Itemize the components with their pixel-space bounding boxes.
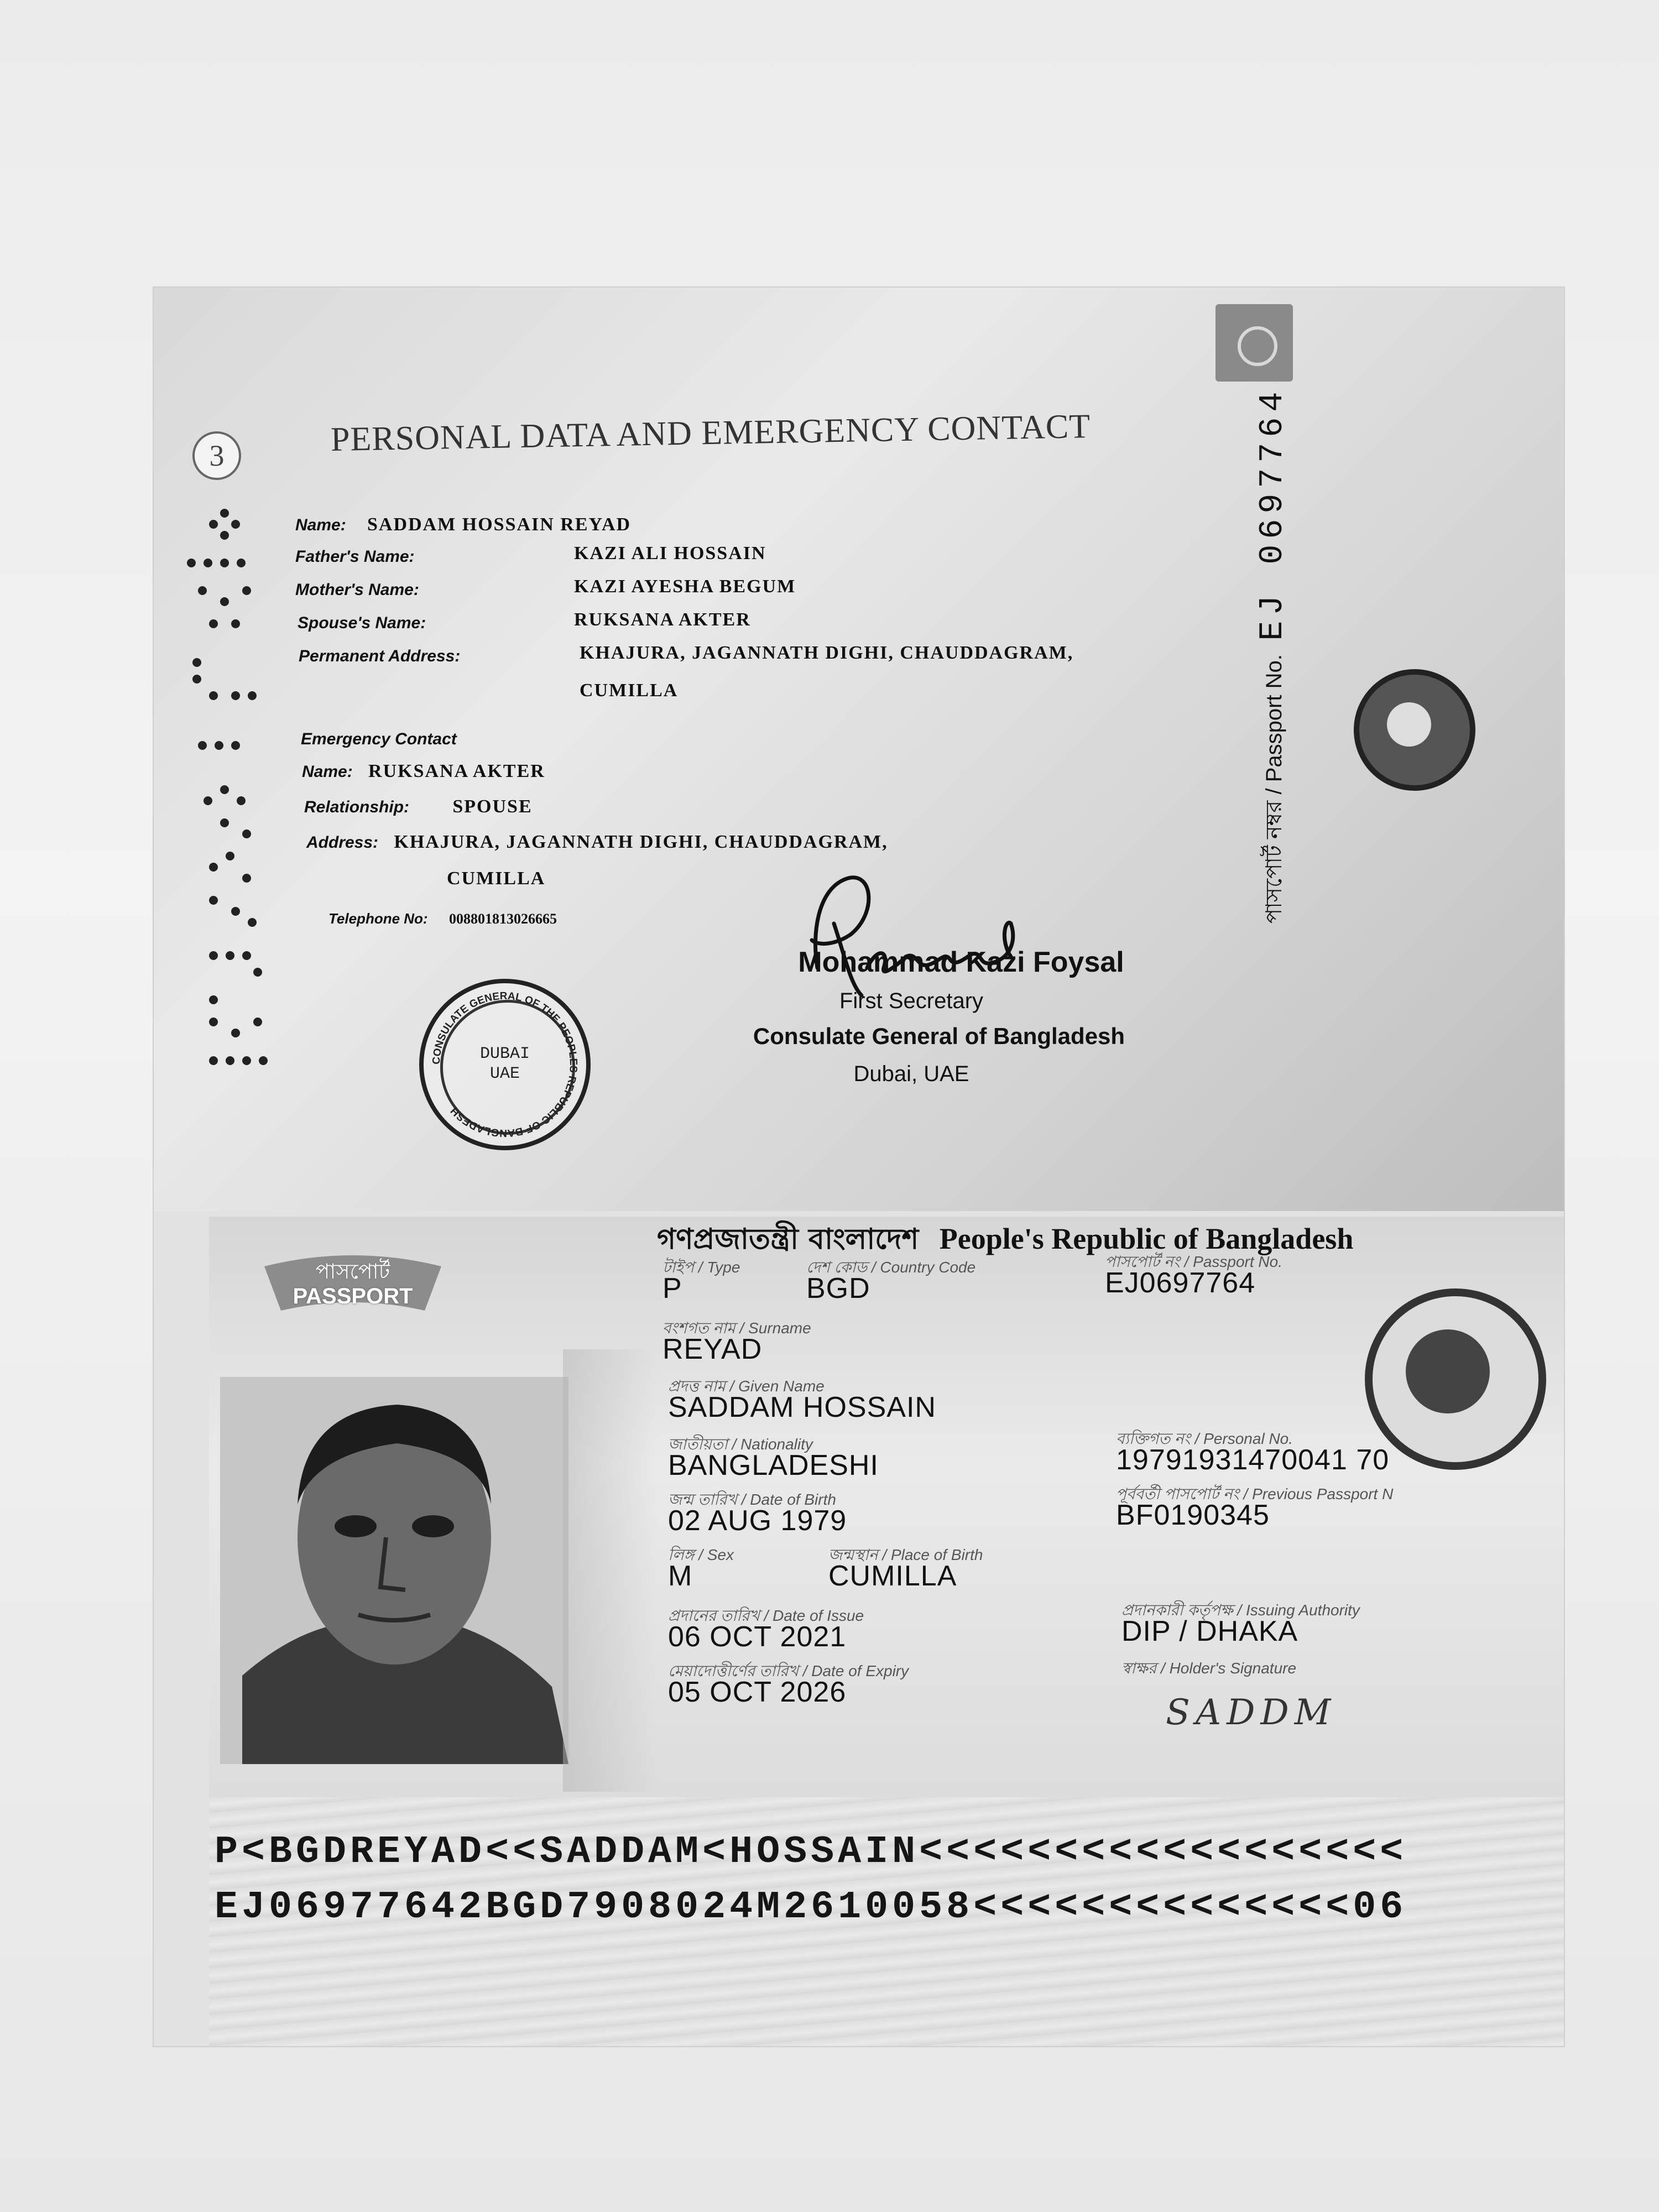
- stamp-center: [424, 1044, 586, 1084]
- svg-text:CONSULATE GENERAL OF THE PEOPL: CONSULATE GENERAL OF THE PEOPLES REPUBLIC OF BANGLADESH: [430, 990, 580, 1139]
- type-value: P: [662, 1272, 682, 1305]
- given-name-label: প্রদত্ত নাম / Given Name: [668, 1378, 825, 1395]
- type-label: টাইপ / Type: [662, 1259, 740, 1276]
- sex-value: M: [668, 1560, 693, 1592]
- officer-title: First Secretary: [839, 989, 984, 1013]
- expiry-date-label: মেয়াদোত্তীর্ণের তারিখ / Date of Expiry: [668, 1662, 909, 1679]
- consulate-stamp: [419, 979, 591, 1150]
- field-label: Relationship:: [304, 798, 410, 816]
- field-label: Address:: [306, 833, 379, 852]
- field-value: KAZI AYESHA BEGUM: [574, 576, 796, 597]
- place-of-birth-label: জন্মস্থান / Place of Birth: [828, 1546, 983, 1563]
- field-value: SADDAM HOSSAIN REYAD: [367, 514, 632, 535]
- issuing-authority-label: প্রদানকারী কর্তৃপক্ষ / Issuing Authority: [1121, 1601, 1360, 1619]
- issue-date-label: প্রদানের তারিখ / Date of Issue: [668, 1607, 864, 1624]
- field-value: KAZI ALI HOSSAIN: [574, 543, 766, 564]
- banner-bn: পাসপোর্ট: [315, 1259, 390, 1284]
- vertical-number: EJ 0697764: [1254, 386, 1292, 641]
- field-value: 008801813026665: [448, 911, 557, 927]
- emergency-name: [302, 761, 545, 782]
- field-name: [295, 514, 631, 535]
- emergency-contact-page: [154, 288, 1564, 1211]
- place-of-birth-value: CUMILLA: [828, 1560, 957, 1592]
- field-fathers-name: [295, 547, 415, 566]
- field-value: CUMILLA: [447, 868, 546, 889]
- perforation-number: [187, 509, 298, 1089]
- mrz-line-1: P<BGDREYAD<<SADDAM<HOSSAIN<<<<<<<<<<<<<<<<<<: [215, 1830, 1407, 1874]
- passport-copy: [154, 288, 1564, 2046]
- field-label: Telephone No:: [328, 910, 428, 927]
- stamp-city: DUBAI: [479, 1045, 530, 1063]
- field-label: Spouse's Name:: [298, 614, 426, 632]
- expiry-date-value: 05 OCT 2026: [668, 1676, 847, 1708]
- field-value: CUMILLA: [580, 680, 679, 701]
- country-code-value: BGD: [806, 1272, 870, 1305]
- field-label: Name:: [295, 516, 346, 534]
- officer-name: Mohammad Kazi Foysal: [798, 946, 1124, 978]
- passport-data-page: [209, 1217, 1564, 2046]
- field-value: SPOUSE: [452, 796, 533, 817]
- heading-en: People's Republic of Bangladesh: [939, 1222, 1354, 1255]
- field-label: Father's Name:: [295, 547, 415, 566]
- emergency-contact-heading: Emergency Contact: [301, 730, 457, 748]
- field-label: Mother's Name:: [295, 581, 419, 599]
- nationality-value: BANGLADESHI: [668, 1449, 879, 1481]
- ghost-image: [563, 1349, 657, 1792]
- holder-photo: [220, 1377, 568, 1764]
- section-title: PERSONAL DATA AND EMERGENCY CONTACT: [330, 408, 1091, 458]
- bangladesh-seal-icon: [1354, 669, 1475, 791]
- previous-passport-label: পূর্ববর্তী পাসপোর্ট নং / Previous Passport N: [1116, 1485, 1394, 1503]
- nationality-label: জাতীয়তা / Nationality: [668, 1436, 813, 1453]
- field-mothers-name: [295, 581, 419, 599]
- holder-signature-label: স্বাক্ষর / Holder's Signature: [1121, 1660, 1297, 1677]
- heading-bn: গণপ্রজাতন্ত্রী বাংলাদেশ: [657, 1223, 919, 1256]
- banner-en: PASSPORT: [293, 1284, 413, 1308]
- surname-label: বংশগত নাম / Surname: [662, 1319, 811, 1337]
- personal-no-label: ব্যক্তিগত নং / Personal No.: [1116, 1430, 1293, 1447]
- given-name-value: SADDAM HOSSAIN: [668, 1391, 936, 1423]
- field-value: KHAJURA, JAGANNATH DIGHI, CHAUDDAGRAM,: [580, 643, 1074, 663]
- previous-passport-value: BF0190345: [1116, 1499, 1270, 1531]
- officer-location: Dubai, UAE: [853, 1062, 969, 1086]
- issuing-authority-value: DIP / DHAKA: [1121, 1615, 1298, 1647]
- passport-banner: [259, 1244, 447, 1322]
- passport-no-value: EJ0697764: [1105, 1267, 1256, 1299]
- field-value: RUKSANA AKTER: [368, 761, 545, 781]
- field-label: Permanent Address:: [299, 647, 461, 665]
- country-code-label: দেশ কোড / Country Code: [806, 1259, 976, 1276]
- field-value: RUKSANA AKTER: [574, 609, 751, 630]
- field-value: KHAJURA, JAGANNATH DIGHI, CHAUDDAGRAM,: [394, 832, 888, 852]
- mrz-line-2: EJ06977642BGD7908024M2610058<<<<<<<<<<<<<<06: [215, 1886, 1407, 1929]
- mrz-zone: [209, 1797, 1564, 2046]
- field-spouses-name: [298, 614, 426, 633]
- personal-no-value: 19791931470041 70: [1116, 1444, 1390, 1476]
- page-corner-emblem-icon: [1215, 304, 1293, 382]
- emergency-address: [306, 832, 888, 853]
- holder-signature: SADDM: [1166, 1692, 1337, 1733]
- sex-label: লিঙ্গ / Sex: [668, 1546, 734, 1563]
- officer-office: Consulate General of Bangladesh: [753, 1023, 1125, 1049]
- emergency-telephone: [328, 909, 557, 928]
- dob-value: 02 AUG 1979: [668, 1505, 847, 1537]
- issue-date-value: 06 OCT 2021: [668, 1621, 847, 1653]
- field-label: Name:: [302, 763, 353, 781]
- dob-label: জন্ম তারিখ / Date of Birth: [668, 1491, 836, 1508]
- field-permanent-address: [299, 647, 460, 666]
- vertical-label: পাসপোর্ট নম্বর / Passport No.: [1262, 654, 1286, 924]
- emergency-relationship: [304, 796, 533, 817]
- bangladesh-emblem-icon: [1365, 1288, 1546, 1470]
- stamp-country: UAE: [489, 1065, 520, 1083]
- page-number: 3: [192, 431, 241, 480]
- vertical-passport-number: [1254, 387, 1293, 924]
- surname-value: REYAD: [662, 1333, 763, 1365]
- passport-no-label: পাসপোর্ট নং / Passport No.: [1105, 1253, 1282, 1270]
